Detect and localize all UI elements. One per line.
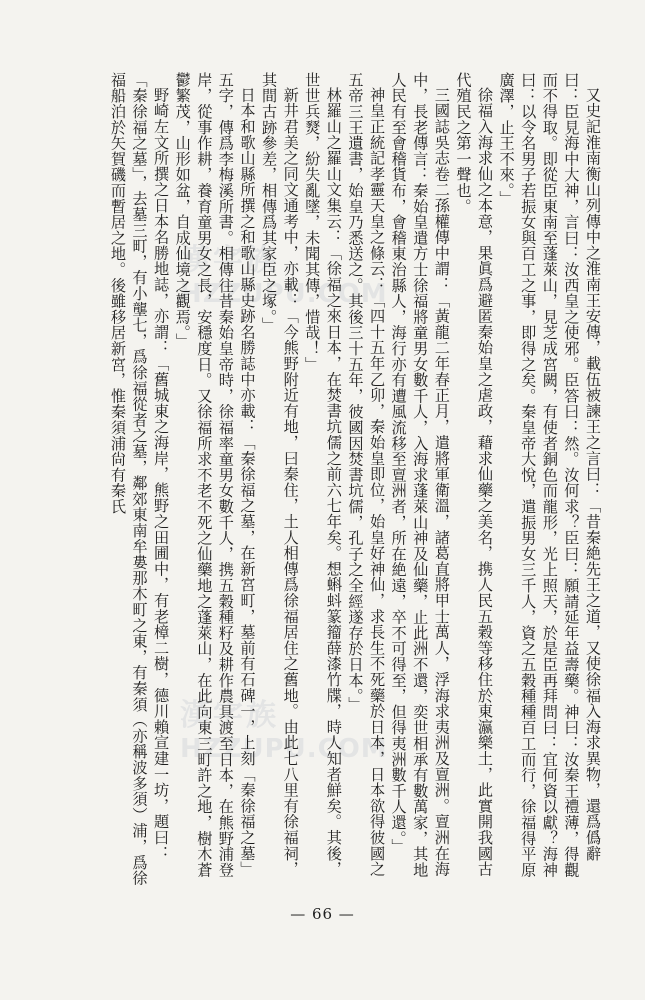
page-number: — 66 — [290,905,355,923]
paragraph-shiji-quote: 又史記淮南衡山列傳中之淮南王安傳，載伍被諫王之言曰：「昔秦絶先王之道，又使徐福入海求異物，還爲僞辭曰：臣見海中大神，言曰：汝西皇之使邪。臣答曰：然。汝何求？臣曰：願請延年益壽藥。神曰：汝秦王禮薄，得觀而不得取。即從臣東南至蓬萊山，見芝成宮闕，有使者銅色而龍形，光上照天，於是臣再拜問曰：宜何資以獻？海神曰：以令名男子若振女與百工之事，即得之矣。秦皇帝大悅，遣振男女三千人，資之五穀種種百工而行，徐福得平原廣澤，止王不來。」 [497,72,602,878]
watermark-main: 漢字族 [180,243,279,278]
paragraph-xufu-intent: 徐福入海求仙之本意，果眞爲避匿秦始皇之虐政，藉求仙藥之美名，携人民五穀等移住於東瀛樂土，此實開我國古代殖民之第一聲也。 [454,72,495,878]
paragraph-wakayama-record: 日本和歌山縣所撰之和歌山縣史跡名勝誌中亦載：「秦徐福之墓，在新宮町，墓前有石碑一，上刻「秦徐福之墓」五字，傳爲李梅溪所書。相傳往昔秦始皇帝時，徐福率童男女數千人，携五穀種籽及耕作農具渡至日本，在熊野浦登岸，從事作耕，養育童男女之長，安穩度日。又徐福所求不老不死之仙藥地之蓬萊山，在此向東三町許之地，樹木蒼鬱繁茂，山形如盆，自成仙境之觀焉。」 [173,72,257,878]
paragraph-hayashi-razan: 林羅山之羅山文集云：「徐福之來日本，在焚書坑儒之前六七年矣。想蝌蚪篆籀薛漆竹牒，時人知者鮮矣。其後，世世兵燹，紛失亂墜，未聞其傳，惜哉！」 [303,72,343,878]
paragraph-sanguozhi-quote: 三國誌吳志卷二孫權傳中謂：「黃龍二年春正月，遣將軍衛溫，諸葛直將甲士萬人，浮海求夷洲及亶洲。亶洲在海中，長老傳言：秦始皇遣方士徐福將童男女數千人，入海求蓬萊山神及仙藥，止此洲不還，奕世相承有數萬家，其地人民有至會稽貨布，會稽東治縣人，海行亦有遭風流移至亶洲者，所在絶遠，卒不可得至，但得夷洲數千人還。」 [389,72,451,878]
vertical-text-body [33,72,603,892]
watermark-main: 漢字族 [180,698,279,733]
paragraph-arai-hakuseki: 新井君美之同文通考中，亦載：「今熊野附近有地，曰秦住，土人相傳爲徐福居住之舊地。由此七八里有徐福祠，其間古跡參差，相傳爲其家臣之塚。」 [260,72,300,878]
paragraph-jinnou-shotoki: 神皇正統記孝靈天皇之條云：「四十五年乙卯，秦始皇即位，始皇好神仙，求長生不死藥於日本，日本欲得彼國之五帝三王遺書，始皇乃悉送之。其後三十五年，彼國因焚書坑儒，孔子之全經遂存於日本。」 [346,72,387,878]
watermark-sub: HZZUPU.COM [180,734,388,764]
watermark-sub: HZZUPU.COM [180,279,388,309]
paragraph-nozaki-bunsaku: 野崎左文所撰之日本名勝地誌，亦謂：「舊城東之海岸，熊野之田圃中，有老樟二樹，德川賴宣建一坊，題曰：「秦徐福之墓」，去墓三町，有小壟七，爲徐福從者之墓，鄰郊東南牟婁那木町之東，有秦須（亦稱波多須）浦，爲徐福船泊於矢賀磯而暫居之地。後雖移居新宮，惟秦須浦尙有秦氏 [108,72,171,886]
